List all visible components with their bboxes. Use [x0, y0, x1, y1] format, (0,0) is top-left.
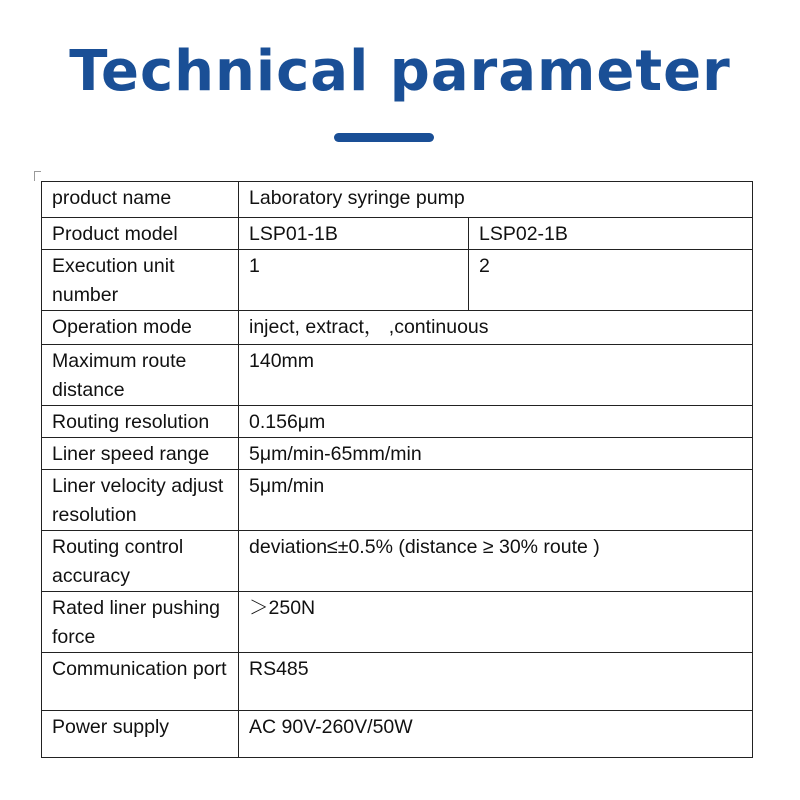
spec-table: [41, 181, 753, 758]
table-row: [42, 711, 753, 758]
row-label-routing-resolution: Routing resolution: [42, 406, 239, 438]
row-value-communication: RS485: [239, 653, 753, 711]
row-label-speed-range: Liner speed range: [42, 438, 239, 470]
row-value-max-route: 140mm: [239, 345, 753, 406]
row-value-routing-resolution: 0.156μm: [239, 406, 753, 438]
row-label-max-route: Maximum route distance: [42, 345, 239, 406]
row-value-unit-1: 1: [239, 250, 469, 311]
table-row: [42, 592, 753, 653]
row-value-model-2: LSP02-1B: [469, 218, 753, 250]
row-label-control-accuracy: Routing control accuracy: [42, 531, 239, 592]
row-label-execution-unit: Execution unit number: [42, 250, 239, 311]
table-row: [42, 653, 753, 711]
row-label-operation-mode: Operation mode: [42, 311, 239, 345]
row-value-product-name: Laboratory syringe pump: [239, 182, 753, 218]
page-title: Technical parameter: [69, 39, 731, 104]
table-row: [42, 311, 753, 345]
table-row: [42, 438, 753, 470]
row-value-power-supply: AC 90V-260V/50W: [239, 711, 753, 758]
table-row: [42, 406, 753, 438]
table-row: [42, 218, 753, 250]
table-row: [42, 250, 753, 311]
row-label-communication: Communication port: [42, 653, 239, 711]
row-label-velocity-resolution: Liner velocity adjust resolution: [42, 470, 239, 531]
row-value-control-accuracy: deviation≤±0.5% (distance ≥ 30% route ): [239, 531, 753, 592]
table-corner-mark: [34, 171, 41, 181]
row-label-product-model: Product model: [42, 218, 239, 250]
row-value-unit-2: 2: [469, 250, 753, 311]
title-underline: [334, 133, 434, 142]
table-row: [42, 345, 753, 406]
row-label-power-supply: Power supply: [42, 711, 239, 758]
table-row: [42, 182, 753, 218]
table-row: [42, 531, 753, 592]
row-value-operation-mode: inject, extract， ,continuous: [239, 311, 753, 345]
row-value-model-1: LSP01-1B: [239, 218, 469, 250]
row-label-pushing-force: Rated liner pushing force: [42, 592, 239, 653]
row-value-velocity-resolution: 5μm/min: [239, 470, 753, 531]
row-label-product-name: product name: [42, 182, 239, 218]
row-value-pushing-force: ＞250N: [239, 592, 753, 653]
table-row: [42, 470, 753, 531]
row-value-speed-range: 5μm/min-65mm/min: [239, 438, 753, 470]
